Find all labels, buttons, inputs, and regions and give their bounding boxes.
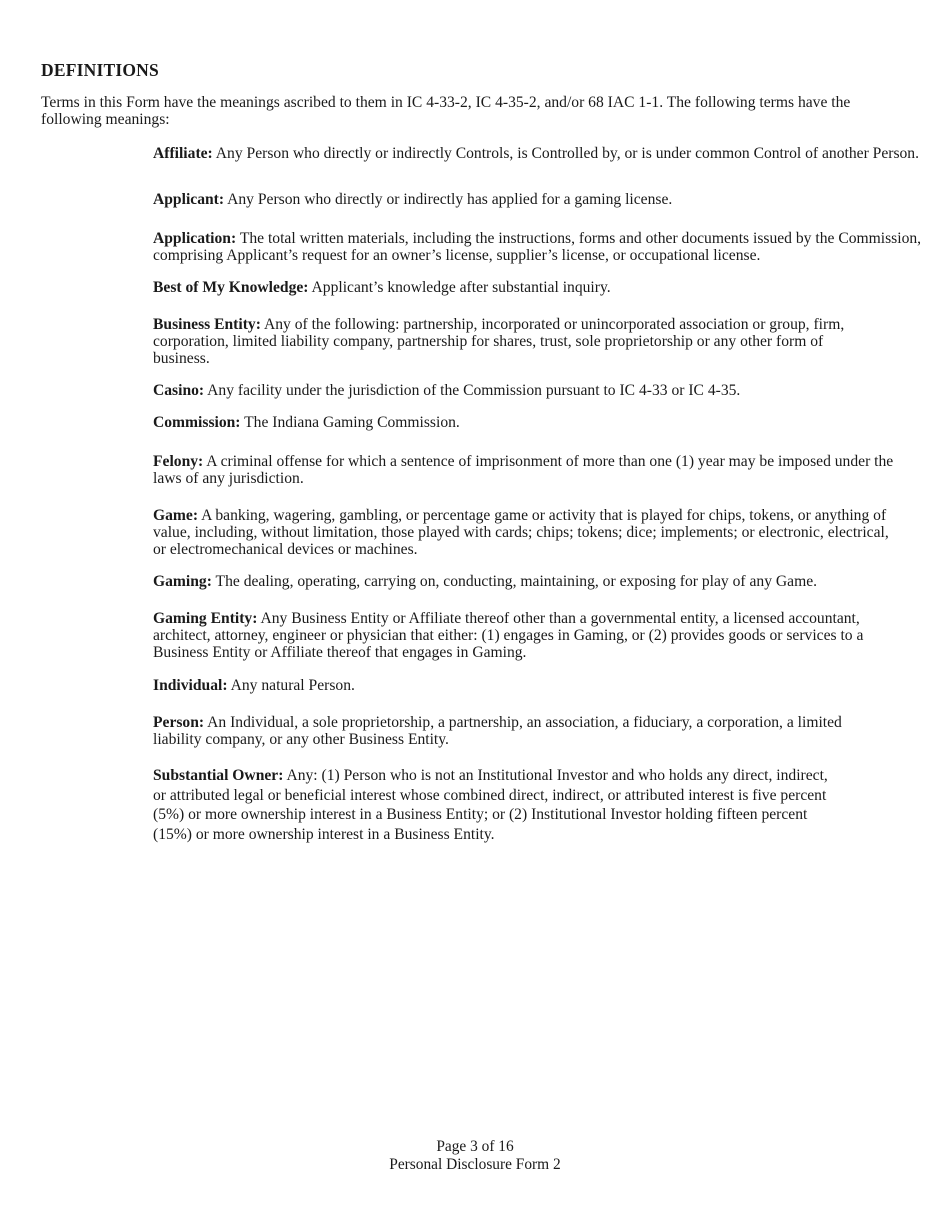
definition-term: Gaming: [153, 573, 212, 590]
definition-text: Any Business Entity or Affiliate thereof other than a governmental entity, a licensed accountant, architect, attorney, engineer or physician that either: (1) engages in Gaming, or (2) provides goods or services to a Business Entity or Affiliate thereof that engages in Gaming. [153, 610, 864, 661]
definition-term: Affiliate: [153, 145, 213, 162]
definition-term: Application: [153, 230, 237, 247]
definition-term: Best of My Knowledge: [153, 279, 309, 296]
definition-application [153, 230, 928, 264]
definition-text: Applicant’s knowledge after substantial inquiry. [311, 279, 611, 296]
definition-term: Substantial Owner: [153, 767, 284, 784]
definition-applicant [153, 191, 925, 208]
definition-term: Casino: [153, 382, 205, 399]
definition-text: Any Person who directly or indirectly Controls, is Controlled by, or is under common Control of another Person. [215, 145, 920, 162]
definition-term: Business Entity: [153, 316, 261, 333]
definition-term: Applicant: [153, 191, 225, 208]
definition-text: Any facility under the jurisdiction of the Commission pursuant to IC 4-33 or IC 4-35. [207, 382, 741, 399]
definition-best-of-my-knowledge [153, 279, 925, 296]
definition-term: Person: [153, 714, 205, 731]
definition-casino [153, 382, 925, 399]
definition-gaming-entity [153, 610, 918, 661]
definition-individual [153, 677, 925, 694]
definition-text: Any: (1) Person who is not an Institutional Investor and who holds any direct, indirect, or attributed legal or beneficial interest whose combined direct, indirect, or attributed interest is five percent (5%) or more ownership interest in a Business Entity; or (2) Institutional Investor holding fifteen percent (15%) or more ownership interest in a Business Entity. [153, 767, 828, 843]
intro-paragraph: Terms in this Form have the meanings ascribed to them in IC 4-33-2, IC 4-35-2, and/or 68 IAC 1-1. The following terms have the following meanings: [41, 94, 851, 128]
definition-term: Commission: [153, 414, 241, 431]
definition-text: Any natural Person. [230, 677, 355, 694]
definition-game [153, 507, 903, 558]
definition-text: The total written materials, including the instructions, forms and other documents issued by the Commission, comprising Applicant’s request for an owner’s license, supplier’s license, or occupational license. [153, 230, 922, 264]
definition-commission [153, 414, 925, 431]
definition-term: Individual: [153, 677, 228, 694]
definition-affiliate [153, 145, 925, 162]
definition-text: The dealing, operating, carrying on, conducting, maintaining, or exposing for play of any Game. [215, 573, 818, 590]
section-heading: DEFINITIONS [41, 60, 159, 80]
definition-term: Gaming Entity: [153, 610, 258, 627]
definition-text: Any Person who directly or indirectly has applied for a gaming license. [227, 191, 673, 208]
definition-term: Felony: [153, 453, 204, 470]
definition-felony [153, 453, 908, 487]
definition-business-entity [153, 316, 878, 367]
definition-gaming [153, 573, 925, 590]
form-name: Personal Disclosure Form 2 [389, 1156, 561, 1173]
definition-person [153, 714, 868, 748]
definition-text: The Indiana Gaming Commission. [244, 414, 460, 431]
definition-text: A banking, wagering, gambling, or percentage game or activity that is played for chips, tokens, or anything of value, including, without limitation, those played with cards; chips; tokens; dice; implements; or electronic, electrical, or electromechanical devices or machines. [153, 507, 889, 558]
definition-text: An Individual, a sole proprietorship, a partnership, an association, a fiduciary, a corporation, a limited liability company, or any other Business Entity. [153, 714, 842, 748]
definition-term: Game: [153, 507, 199, 524]
definition-text: Any of the following: partnership, incorporated or unincorporated association or group, firm, corporation, limited liability company, partnership for shares, trust, sole proprietorship or any other form of business. [153, 316, 845, 367]
definition-substantial-owner [153, 766, 843, 844]
page-number: Page 3 of 16 [436, 1138, 514, 1155]
definition-text: A criminal offense for which a sentence of imprisonment of more than one (1) year may be imposed under the laws of any jurisdiction. [153, 453, 894, 487]
